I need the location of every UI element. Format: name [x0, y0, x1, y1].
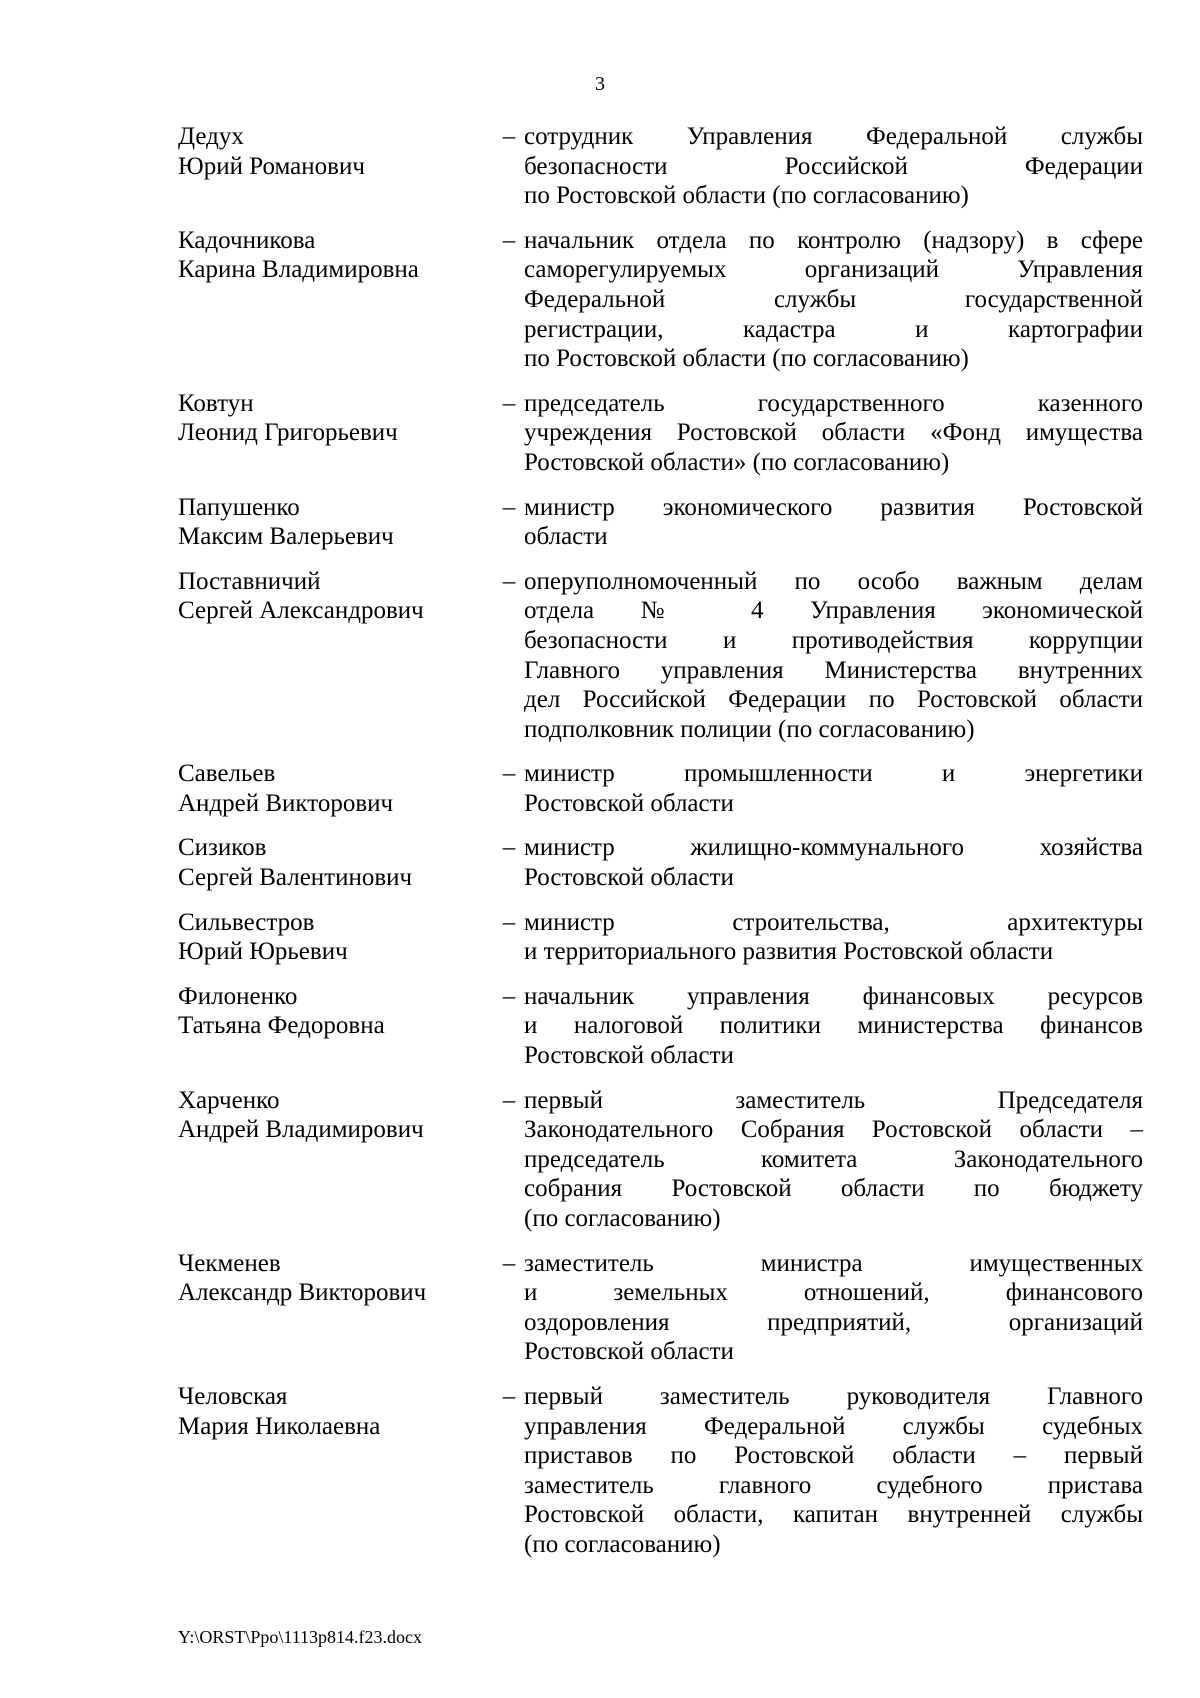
position-line: министр строительства, архитектуры — [524, 908, 1143, 936]
dash-separator: – — [502, 1382, 516, 1410]
position-line: Ростовской области — [524, 789, 734, 817]
position-line: Главного управления Министерства внутренних — [524, 656, 1143, 684]
position-line: Ростовской области — [524, 1042, 734, 1070]
position-line: подполковник полиции (по согласованию) — [524, 715, 975, 743]
person-name — [178, 567, 494, 745]
surname: Кадочникова — [178, 226, 316, 254]
position-description — [524, 226, 1143, 374]
position-line: начальник отдела по контролю (надзору) в сфере — [524, 226, 1143, 254]
person-name — [178, 833, 494, 892]
position-line: учреждения Ростовской области «Фонд имущества — [524, 419, 1143, 447]
position-line: дел Российской Федерации по Ростовской области — [524, 686, 1143, 714]
position-line: по Ростовской области (по согласованию) — [524, 182, 969, 210]
position-line: Ростовской области — [524, 1338, 734, 1366]
dash-separator: – — [502, 1249, 516, 1277]
given-names: Александр Викторович — [178, 1279, 427, 1307]
position-line: первый заместитель руководителя Главного — [524, 1382, 1143, 1410]
position-line: собрания Ростовской области по бюджету — [524, 1175, 1143, 1203]
surname: Филоненко — [178, 982, 298, 1010]
list-item — [178, 1249, 1143, 1367]
position-line: саморегулируемых организаций Управления — [524, 256, 1143, 284]
position-line: Ростовской области, капитан внутренней службы — [524, 1501, 1143, 1529]
position-line: председатель государственного казенного — [524, 389, 1143, 417]
person-name — [178, 982, 494, 1071]
position-line: (по согласованию) — [524, 1205, 721, 1232]
person-name — [178, 1249, 494, 1367]
position-description — [524, 833, 1143, 892]
given-names: Андрей Владимирович — [178, 1116, 424, 1144]
position-description — [524, 493, 1143, 552]
dash-separator: – — [502, 123, 516, 150]
position-description — [524, 982, 1143, 1071]
dash-separator: – — [502, 1086, 516, 1114]
list-item — [178, 567, 1143, 745]
position-line: оперуполномоченный по особо важным делам — [524, 567, 1143, 595]
list-item — [178, 1382, 1143, 1560]
given-names: Сергей Валентинович — [178, 864, 413, 892]
position-description — [524, 1382, 1143, 1560]
position-line: области — [524, 523, 608, 551]
list-item — [178, 493, 1143, 552]
position-line: оздоровления предприятий, организаций — [524, 1308, 1143, 1336]
given-names: Андрей Викторович — [178, 789, 394, 817]
position-line: Законодательного Собрания Ростовской области – — [524, 1116, 1143, 1144]
position-line: регистрации, кадастра и картографии — [524, 315, 1143, 343]
page-number: 3 — [595, 73, 605, 95]
person-name — [178, 226, 494, 374]
list-item — [178, 122, 1143, 211]
position-description — [524, 567, 1143, 745]
dash-separator: – — [502, 834, 516, 862]
person-name — [178, 1086, 494, 1234]
position-line: по Ростовской области (по согласованию) — [524, 345, 969, 373]
member-list — [178, 122, 1143, 1560]
surname: Человская — [178, 1382, 288, 1410]
given-names: Сергей Александрович — [178, 597, 424, 625]
surname: Чекменев — [178, 1249, 281, 1277]
position-line: министр промышленности и энергетики — [524, 760, 1143, 788]
position-line: приставов по Ростовской области – первый — [524, 1442, 1143, 1470]
surname: Поставничий — [178, 567, 321, 595]
given-names: Максим Валерьевич — [178, 523, 394, 551]
list-item — [178, 759, 1143, 818]
given-names: Леонид Григорьевич — [178, 419, 398, 447]
given-names: Мария Николаевна — [178, 1412, 381, 1440]
person-name — [178, 389, 494, 478]
list-item — [178, 389, 1143, 478]
position-line: сотрудник Управления Федеральной службы — [524, 123, 1143, 150]
list-item — [178, 982, 1143, 1071]
person-name — [178, 908, 494, 967]
list-item — [178, 1086, 1143, 1234]
given-names: Юрий Юрьевич — [178, 938, 348, 966]
person-name — [178, 493, 494, 552]
position-line: начальник управления финансовых ресурсов — [524, 982, 1143, 1010]
dash-separator: – — [502, 567, 516, 595]
surname: Савельев — [178, 760, 276, 788]
position-line: управления Федеральной службы судебных — [524, 1412, 1143, 1440]
position-line: и земельных отношений, финансового — [524, 1279, 1143, 1307]
given-names: Юрий Романович — [178, 152, 365, 180]
given-names: Татьяна Федоровна — [178, 1012, 385, 1040]
surname: Харченко — [178, 1086, 280, 1114]
person-name — [178, 122, 494, 211]
position-line: Ростовской области — [524, 864, 734, 892]
person-name — [178, 759, 494, 818]
position-description — [524, 1086, 1143, 1234]
position-description — [524, 759, 1143, 818]
surname: Сильвестров — [178, 908, 315, 936]
surname: Сизиков — [178, 834, 267, 862]
position-line: министр экономического развития Ростовской — [524, 493, 1143, 521]
position-line: и налоговой политики министерства финансов — [524, 1012, 1143, 1040]
position-line: (по согласованию) — [524, 1530, 721, 1558]
surname: Папушенко — [178, 493, 300, 521]
given-names: Карина Владимировна — [178, 256, 419, 284]
list-item — [178, 908, 1143, 967]
dash-separator: – — [502, 982, 516, 1010]
file-path-footer: Y:\ORST\Ppo\1113p814.f23.docx — [178, 1627, 423, 1647]
position-description — [524, 389, 1143, 478]
position-line: первый заместитель Председателя — [524, 1086, 1143, 1114]
position-description — [524, 122, 1143, 211]
position-description — [524, 1249, 1143, 1367]
position-line: председатель комитета Законодательного — [524, 1145, 1143, 1173]
dash-separator: – — [502, 389, 516, 417]
dash-separator: – — [502, 760, 516, 788]
dash-separator: – — [502, 226, 516, 254]
position-line: министр жилищно-коммунального хозяйства — [524, 834, 1143, 862]
position-line: Ростовской области» (по согласованию) — [524, 448, 950, 476]
position-line: безопасности Российской Федерации — [524, 152, 1143, 180]
surname: Дедух — [178, 123, 244, 150]
position-line: заместитель министра имущественных — [524, 1249, 1143, 1277]
person-name — [178, 1382, 494, 1560]
position-description — [524, 908, 1143, 967]
dash-separator: – — [502, 908, 516, 936]
position-line: Федеральной службы государственной — [524, 285, 1143, 313]
surname: Ковтун — [178, 389, 254, 417]
position-line: отдела № 4 Управления экономической — [524, 597, 1143, 625]
position-line: и территориального развития Ростовской области — [524, 938, 1054, 966]
position-line: безопасности и противодействия коррупции — [524, 626, 1143, 654]
list-item — [178, 226, 1143, 374]
list-item — [178, 833, 1143, 892]
dash-separator: – — [502, 493, 516, 521]
position-line: заместитель главного судебного пристава — [524, 1471, 1143, 1499]
